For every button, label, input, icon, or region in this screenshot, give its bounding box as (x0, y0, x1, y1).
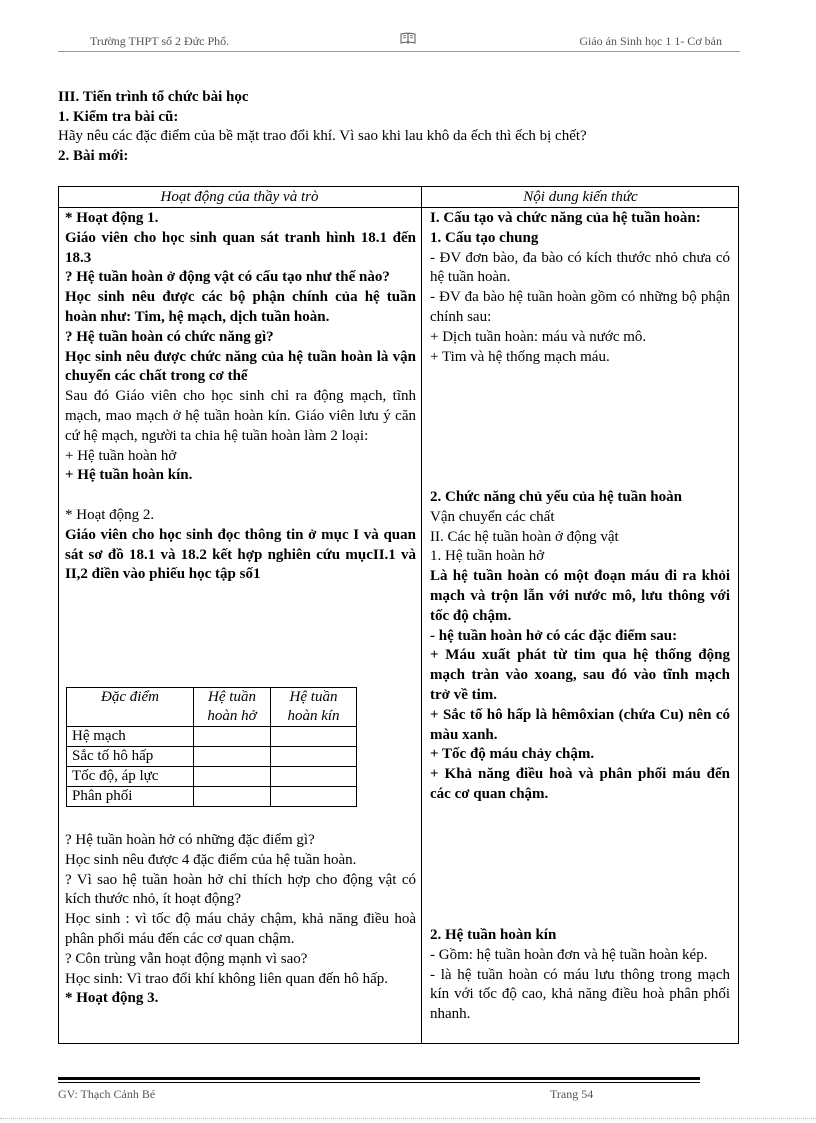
answer-function: Học sinh nêu được chức năng của hệ tuần hoàn là vận chuyển các chất trong cơ thể (65, 348, 416, 385)
content-column-functions (430, 488, 730, 805)
structure-point-4: + Tim và hệ thống mạch máu. (430, 348, 610, 365)
footer-rule (58, 1077, 700, 1080)
open-feature-2: + Sắc tố hô hấp là hêmôxian (chứa Cu) nên có màu xanh. (430, 706, 730, 743)
worksheet-row-label: Tốc độ, áp lực (67, 767, 194, 787)
new-lesson-title: 2. Bài mới: (58, 147, 129, 164)
closed-system-title: 2. Hệ tuần hoàn kín (430, 927, 557, 943)
activities-column (65, 209, 416, 585)
worksheet-row-label: Phân phối (67, 787, 194, 807)
old-lesson-check-title: 1. Kiểm tra bài cũ: (58, 108, 179, 125)
book-icon (400, 32, 416, 48)
open-feature-4: + Khả năng điều hoà và phân phối máu đến các cơ quan chậm. (430, 766, 730, 802)
open-system-features-intro: - hệ tuần hoàn hở có các đặc điểm sau: (430, 627, 678, 644)
table-row (67, 747, 357, 767)
activity-3-title: * Hoạt động 3. (65, 990, 159, 1007)
page-header (90, 34, 722, 52)
question-small-animals: ? Vì sao hệ tuần hoàn hở chỉ thích hợp cho động vật có kích thước nhỏ, ít hoạt động? (65, 871, 416, 908)
content-column (430, 209, 730, 367)
open-system-title: 1. Hệ tuần hoàn hở (430, 548, 545, 565)
header-subject: Giáo án Sinh học 1 1- Cơ bản (579, 34, 722, 48)
activities-column-lower (65, 831, 416, 1009)
closed-point-2: - là hệ tuần hoàn có máu lưu thông trong mạch kín với tốc độ cao, khả năng điều hoà phân phối nhanh. (430, 966, 730, 1023)
worksheet-table (66, 687, 357, 807)
intro (58, 88, 748, 166)
teacher-note: Sau đó Giáo viên cho học sinh chỉ ra động mạch, tĩnh mạch, mao mạch ở hệ tuần hoàn kín. Giáo viên lưu ý căn cứ hệ mạch, người ta chia hệ tuần hoàn làm 2 loại: (65, 388, 416, 444)
closed-point-1: - Gồm: hệ tuần hoàn đơn và hệ tuần hoàn kép. (430, 946, 708, 963)
structure-point-1: - ĐV đơn bào, đa bào có kích thước nhỏ chưa có hệ tuần hoàn. (430, 249, 730, 286)
header-rule (58, 51, 740, 52)
section-i-title: I. Cấu tạo và chức năng của hệ tuần hoàn: (430, 210, 701, 226)
general-structure-title: 1. Cấu tạo chung (430, 229, 539, 246)
activity-2-instruction: Giáo viên cho học sinh đọc thông tin ở mục I và quan sát sơ đồ 18.1 và 18.2 kết hợp nghiên cứu mụcII.1 và II,2 điền vào phiếu học tập số1 (65, 526, 416, 583)
col-header-content: Nội dung kiến thức (523, 189, 638, 205)
footer-rule-thin (58, 1082, 700, 1083)
footer-teacher: GV: Thạch Cảnh Bé (58, 1087, 156, 1101)
table-row (67, 727, 357, 747)
question-structure: ? Hệ tuần hoàn ở động vật có cấu tạo như thế nào? (65, 269, 390, 286)
section-title: III. Tiến trình tổ chức bài học (58, 89, 249, 105)
main-function-title: 2. Chức năng chủ yếu của hệ tuần hoàn (430, 489, 682, 505)
activity-1-title: * Hoạt động 1. (65, 210, 159, 226)
section-ii-title: II. Các hệ tuần hoàn ở động vật (430, 528, 619, 545)
activity-1-instruction: Giáo viên cho học sinh quan sát tranh hình 18.1 đến 18.3 (65, 229, 416, 266)
open-feature-1: + Máu xuất phát từ tim qua hệ thống động mạch tràn vào xoang, sau đó vào tĩnh mạch trở về tim. (430, 647, 730, 703)
structure-point-3: + Dịch tuần hoàn: máu và nước mô. (430, 328, 647, 345)
table-row (67, 767, 357, 787)
closed-system-item: + Hệ tuần hoàn kín. (65, 467, 193, 484)
open-feature-3: + Tốc độ máu chảy chậm. (430, 746, 595, 763)
answer-structure: Học sinh nêu được các bộ phận chính của hệ tuần hoàn như: Tim, hệ mạch, dịch tuần hoàn. (65, 289, 416, 325)
page-number: Trang 54 (550, 1087, 594, 1101)
worksheet-header: Đặc điểm (67, 688, 194, 727)
worksheet-row-label: Hệ mạch (67, 727, 194, 747)
main-function-text: Vận chuyển các chất (430, 508, 555, 525)
header-school: Trường THPT số 2 Đức Phổ. (90, 34, 230, 48)
question-insects: ? Côn trùng vẫn hoạt động mạnh vì sao? (65, 950, 308, 967)
open-system-item: + Hệ tuần hoàn hở (65, 447, 177, 464)
worksheet-row-label: Sắc tố hô hấp (67, 747, 194, 767)
structure-point-2: - ĐV đa bào hệ tuần hoàn gồm có những bộ phận chính sau: (430, 289, 730, 325)
answer-small-animals: Học sinh : vì tốc độ máu chảy chậm, khả năng điều hoà phân phối máu đến các cơ quan chậm. (65, 911, 416, 947)
table-row (67, 787, 357, 807)
worksheet-header: Hệ tuần hoàn hở (194, 688, 271, 727)
old-lesson-question: Hãy nêu các đặc điểm của bề mặt trao đổi khí. Vì sao khi lau khô da ếch thì ếch bị chết? (58, 128, 587, 145)
question-function: ? Hệ tuần hoàn có chức năng gì? (65, 328, 274, 345)
question-open-features: ? Hệ tuần hoàn hở có những đặc điểm gì? (65, 832, 315, 848)
content-column-closed (430, 926, 730, 1025)
page-bottom-border (0, 1118, 816, 1119)
open-system-definition: Là hệ tuần hoàn có một đoạn máu đi ra khỏi mạch và trộn lẫn với nước mô, lưu thông với tốc độ chậm. (430, 568, 730, 624)
header-row-divider (58, 207, 739, 208)
answer-open-features: Học sinh nêu được 4 đặc điểm của hệ tuần hoàn. (65, 851, 357, 868)
worksheet-header: Hệ tuần hoàn kín (271, 688, 357, 727)
column-divider (421, 186, 422, 1044)
activity-2-title: * Hoạt động 2. (65, 506, 155, 523)
col-header-activities: Hoạt động của thầy và trò (160, 189, 319, 205)
answer-insects: Học sinh: Vì trao đổi khí không liên quan đến hô hấp. (65, 970, 389, 987)
